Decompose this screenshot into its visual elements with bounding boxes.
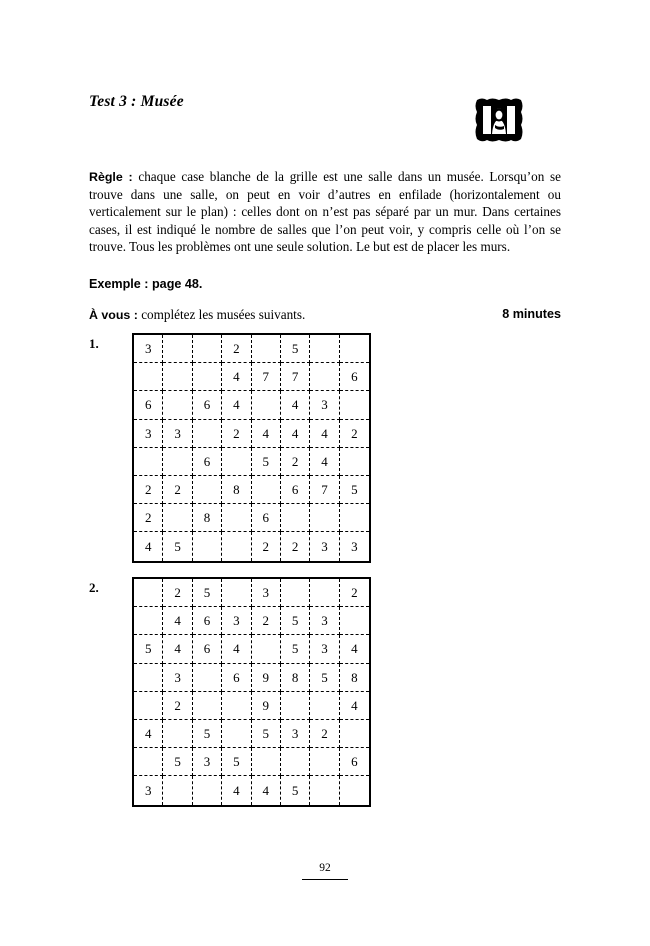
grid-cell[interactable] [252,635,281,663]
grid-cell[interactable]: 3 [310,391,339,419]
grid-cell[interactable] [310,776,339,804]
grid-cell[interactable]: 3 [310,532,339,560]
grid-cell[interactable]: 5 [193,579,222,607]
grid-cell[interactable] [134,748,163,776]
grid-cell[interactable]: 2 [134,476,163,504]
grid-cell[interactable]: 5 [193,720,222,748]
grid-cell[interactable] [222,720,251,748]
grid-cell[interactable] [310,748,339,776]
grid-cell[interactable]: 9 [252,692,281,720]
grid-cell[interactable]: 5 [134,635,163,663]
puzzle-2-index: 2. [89,580,99,595]
grid-cell[interactable] [163,363,192,391]
grid-cell[interactable]: 9 [252,664,281,692]
grid-cell[interactable] [193,420,222,448]
grid-cell[interactable]: 2 [340,579,369,607]
grid-cell[interactable]: 3 [134,420,163,448]
grid-cell[interactable] [163,776,192,804]
grid-cell[interactable] [222,448,251,476]
grid-cell[interactable] [340,448,369,476]
grid-cell[interactable] [193,532,222,560]
grid-cell[interactable]: 4 [340,635,369,663]
grid-cell[interactable]: 6 [222,664,251,692]
grid-cell[interactable]: 2 [252,607,281,635]
page-title: Test 3 : Musée [89,93,184,110]
grid-cell[interactable] [252,391,281,419]
grid-cell[interactable]: 4 [310,420,339,448]
page-number: 92 [319,862,331,874]
grid-cell[interactable]: 5 [340,476,369,504]
grid-cell[interactable]: 2 [252,532,281,560]
grid-cell[interactable]: 8 [340,664,369,692]
rule-text: chaque case blanche de la grille est une salle dans un musée. Lorsqu’on se trouve dans une salle, on peut en voir d’autres en enfilade (horizontalement ou verticalement sur le plan) : celles dont on n’est pas séparé par un mur. Dans certaines cases, il est indiqué le nombre de salles que l’on peut voir, y compris celle où l’on se trouve. Tous les problèmes ont une seule solution. Le but est de placer les murs. [89,169,561,254]
grid-cell[interactable]: 6 [193,391,222,419]
grid-cell[interactable] [134,692,163,720]
grid-cell[interactable] [193,335,222,363]
grid-cell[interactable]: 3 [134,335,163,363]
grid-cell[interactable]: 7 [310,476,339,504]
grid-cell[interactable]: 3 [222,607,251,635]
grid-cell[interactable]: 4 [134,532,163,560]
grid-cell[interactable] [163,391,192,419]
time-limit-badge: 8 minutes [502,307,561,321]
grid-cell[interactable]: 2 [222,335,251,363]
grid-cell[interactable]: 2 [222,420,251,448]
grid-cell[interactable] [134,579,163,607]
grid-cell[interactable] [193,692,222,720]
instruction-text: complétez les musées suivants. [137,307,306,322]
grid-cell[interactable]: 5 [281,776,310,804]
grid-cell[interactable]: 3 [252,579,281,607]
grid-cell[interactable] [281,748,310,776]
grid-cell[interactable]: 3 [310,607,339,635]
grid-cell[interactable] [252,335,281,363]
grid-cell[interactable] [134,607,163,635]
grid-cell[interactable] [193,776,222,804]
grid-cell[interactable] [193,476,222,504]
grid-cell[interactable]: 6 [193,635,222,663]
grid-cell[interactable]: 3 [193,748,222,776]
grid-cell[interactable]: 2 [281,448,310,476]
puzzle-1-grid[interactable] [132,333,371,563]
puzzle-1-index: 1. [89,336,99,351]
grid-cell[interactable]: 5 [252,720,281,748]
grid-cell[interactable]: 5 [310,664,339,692]
grid-cell[interactable] [222,579,251,607]
grid-cell[interactable] [222,692,251,720]
grid-cell[interactable] [310,579,339,607]
grid-cell[interactable] [222,532,251,560]
grid-cell[interactable]: 5 [222,748,251,776]
grid-cell[interactable]: 4 [310,448,339,476]
grid-cell[interactable]: 4 [163,607,192,635]
grid-cell[interactable]: 5 [163,748,192,776]
grid-cell[interactable]: 5 [281,335,310,363]
grid-cell[interactable] [222,504,251,532]
grid-cell[interactable]: 4 [222,776,251,804]
grid-cell[interactable] [163,448,192,476]
grid-cell[interactable] [134,448,163,476]
grid-cell[interactable] [134,363,163,391]
grid-cell[interactable]: 4 [222,391,251,419]
grid-cell[interactable] [163,504,192,532]
grid-cell[interactable]: 6 [193,607,222,635]
grid-cell[interactable]: 3 [281,720,310,748]
grid-cell[interactable]: 4 [281,420,310,448]
grid-cell[interactable] [163,720,192,748]
grid-cell[interactable] [340,504,369,532]
page-footer [0,862,650,880]
rule-label: Règle : [89,170,133,184]
instruction-label: À vous : [89,308,138,322]
grid-cell[interactable] [281,692,310,720]
grid-cell[interactable] [193,664,222,692]
grid-cell[interactable]: 4 [222,635,251,663]
grid-cell[interactable]: 3 [310,635,339,663]
grid-cell[interactable]: 5 [252,448,281,476]
grid-cell[interactable]: 3 [163,420,192,448]
grid-cell[interactable]: 5 [163,532,192,560]
grid-cell[interactable] [340,720,369,748]
grid-cell[interactable]: 4 [163,635,192,663]
grid-cell[interactable] [134,664,163,692]
grid-cell[interactable] [310,363,339,391]
grid-cell[interactable] [281,504,310,532]
grid-cell[interactable]: 6 [134,391,163,419]
grid-cell[interactable]: 4 [222,363,251,391]
grid-cell[interactable] [252,476,281,504]
grid-cell[interactable] [340,391,369,419]
grid-cell[interactable]: 3 [340,532,369,560]
grid-cell[interactable]: 2 [163,579,192,607]
grid-cell[interactable] [340,335,369,363]
grid-cell[interactable] [310,504,339,532]
grid-cell[interactable]: 2 [163,476,192,504]
grid-cell[interactable]: 7 [252,363,281,391]
grid-cell[interactable]: 6 [340,748,369,776]
rule-paragraph [89,168,561,255]
grid-cell[interactable]: 4 [252,420,281,448]
grid-cell[interactable]: 4 [252,776,281,804]
grid-cell[interactable]: 4 [134,720,163,748]
grid-cell[interactable]: 8 [193,504,222,532]
grid-cell[interactable]: 5 [281,607,310,635]
footer-divider [302,879,348,880]
grid-cell[interactable]: 6 [193,448,222,476]
grid-cell[interactable]: 8 [222,476,251,504]
grid-cell[interactable] [193,363,222,391]
grid-cell[interactable]: 2 [281,532,310,560]
grid-cell[interactable]: 8 [281,664,310,692]
grid-cell[interactable]: 6 [281,476,310,504]
grid-cell[interactable]: 4 [281,391,310,419]
grid-cell[interactable] [310,335,339,363]
grid-cell[interactable]: 2 [134,504,163,532]
grid-cell[interactable]: 3 [134,776,163,804]
grid-cell[interactable]: 5 [281,635,310,663]
puzzle-2-grid[interactable] [132,577,371,807]
grid-cell[interactable] [340,607,369,635]
grid-cell[interactable] [163,335,192,363]
grid-cell[interactable]: 6 [252,504,281,532]
grid-cell[interactable]: 7 [281,363,310,391]
grid-cell[interactable]: 2 [310,720,339,748]
grid-cell[interactable]: 2 [163,692,192,720]
grid-cell[interactable]: 6 [340,363,369,391]
grid-cell[interactable] [252,748,281,776]
instruction-line [89,307,305,323]
grid-cell[interactable]: 2 [340,420,369,448]
framed-mona-lisa-painting-icon [474,95,524,147]
grid-cell[interactable] [281,579,310,607]
grid-cell[interactable] [310,692,339,720]
grid-cell[interactable]: 4 [340,692,369,720]
grid-cell[interactable] [340,776,369,804]
example-reference: Exemple : page 48. [89,277,203,291]
grid-cell[interactable]: 3 [163,664,192,692]
